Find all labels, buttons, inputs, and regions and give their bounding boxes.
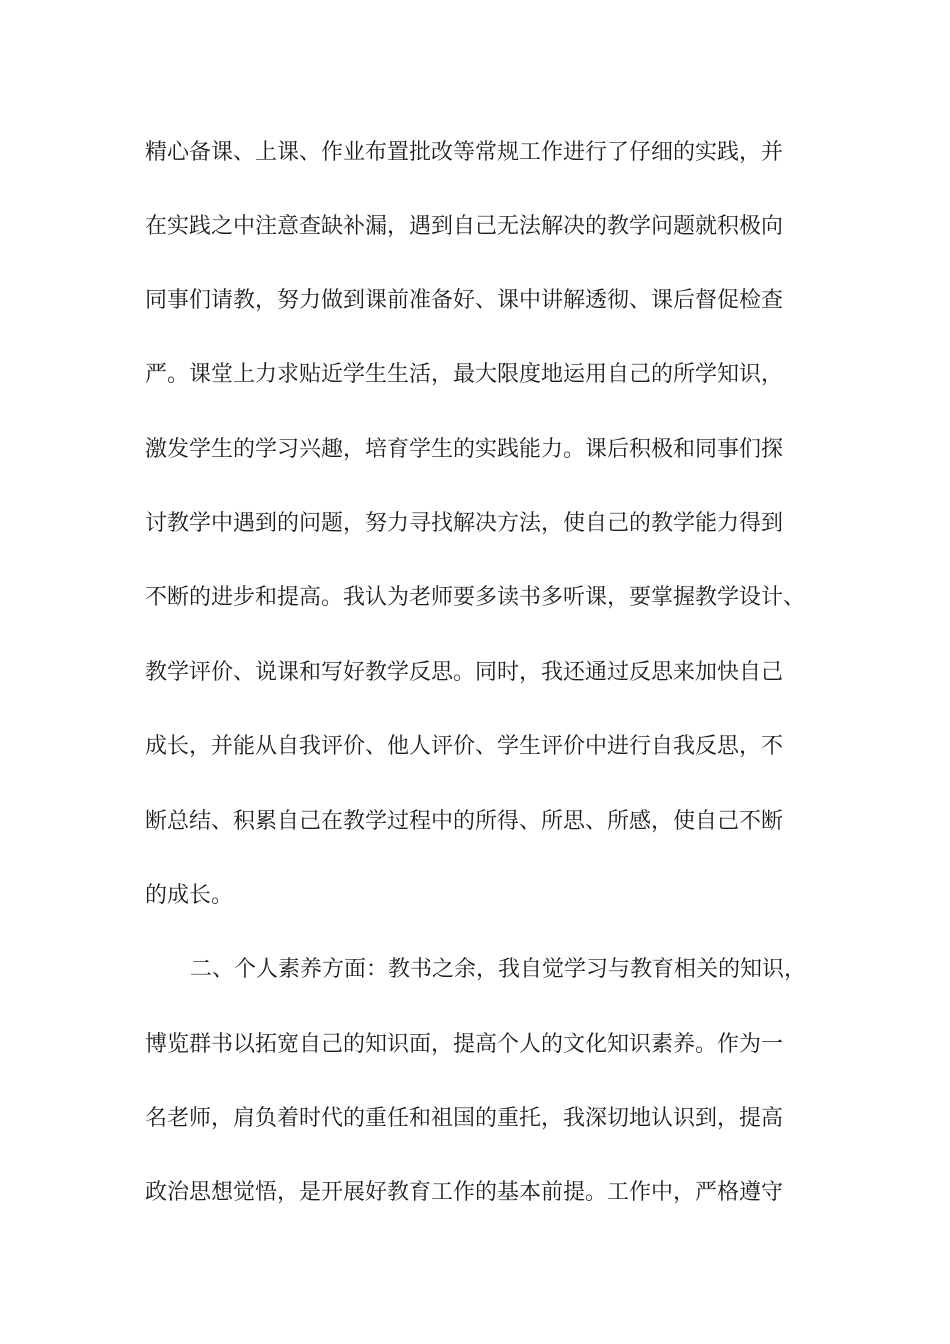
text-line: 讨教学中遇到的问题，努力寻找解决方法，使自己的教学能力得到 xyxy=(145,511,784,536)
section-heading-line: 二、个人素养方面：教书之余，我自觉学习与教育相关的知识， xyxy=(190,957,807,982)
text-line: 的成长。 xyxy=(145,883,234,908)
text-line: 博览群书以拓宽自己的知识面，提高个人的文化知识素养。作为一 xyxy=(145,1032,784,1057)
text-line: 激发学生的学习兴趣，培育学生的实践能力。课后积极和同事们探 xyxy=(145,437,784,462)
text-line: 断总结、积累自己在教学过程中的所得、所思、所感，使自己不断 xyxy=(145,809,784,834)
text-line: 名老师，肩负着时代的重任和祖国的重托，我深切地认识到，提高 xyxy=(145,1106,784,1131)
text-line: 成长，并能从自我评价、他人评价、学生评价中进行自我反思，不 xyxy=(145,734,784,759)
text-line: 在实践之中注意查缺补漏，遇到自己无法解决的教学问题就积极向 xyxy=(145,214,784,239)
text-line: 同事们请教，努力做到课前准备好、课中讲解透彻、课后督促检查 xyxy=(145,288,784,313)
text-line: 政治思想觉悟，是开展好教育工作的基本前提。工作中，严格遵守 xyxy=(145,1180,784,1205)
text-line: 教学评价、说课和写好教学反思。同时，我还通过反思来加快自己 xyxy=(145,660,784,685)
text-line: 精心备课、上课、作业布置批改等常规工作进行了仔细的实践，并 xyxy=(145,140,784,165)
text-line: 不断的进步和提高。我认为老师要多读书多听课，要掌握教学设计、 xyxy=(145,585,806,610)
text-line: 严。课堂上力求贴近学生生活，最大限度地运用自己的所学知识， xyxy=(145,362,784,387)
